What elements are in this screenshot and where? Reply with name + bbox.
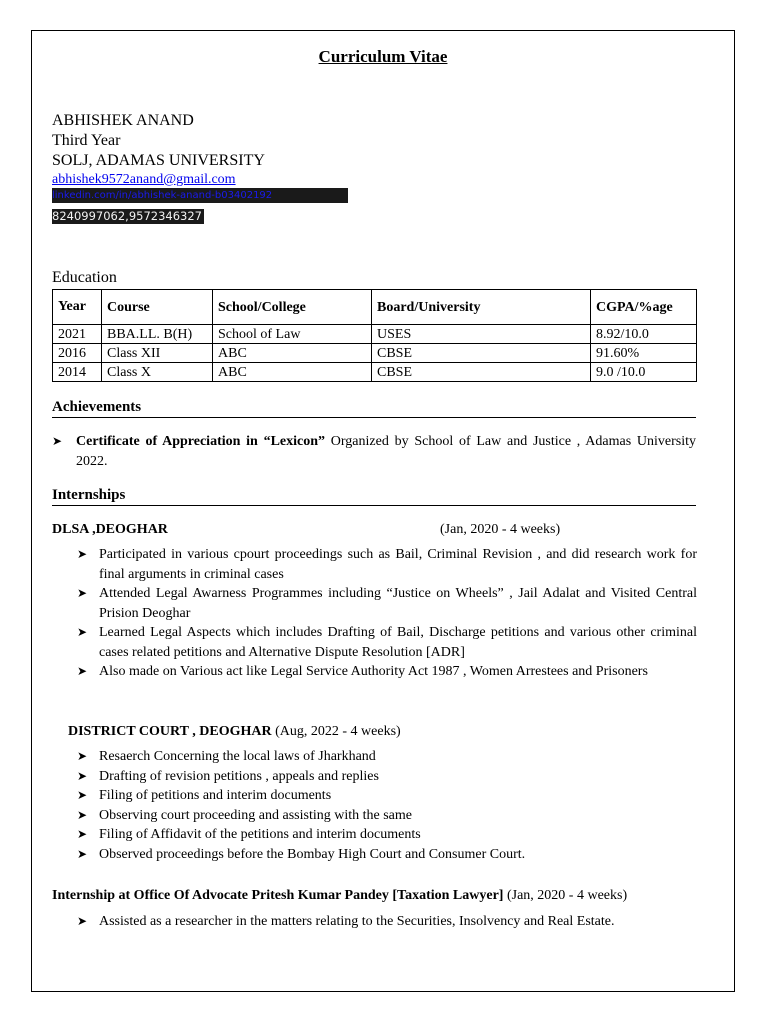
internship-header — [68, 724, 401, 740]
arrowhead-bullet-icon: ➤ — [77, 586, 88, 600]
candidate-name: ABHISHEK ANAND — [52, 112, 194, 129]
table-cell: 2014 — [53, 363, 102, 382]
internship-org: DISTRICT COURT , DEOGHAR — [68, 724, 272, 739]
arrowhead-bullet-icon: ➤ — [77, 625, 88, 639]
list-item: ➤ Learned Legal Aspects which includes Drafting of Bail, Discharge petitions and various other criminal cases related petitions and Alternative Dispute Resolution [ADR] — [77, 625, 697, 660]
table-cell: ABC — [213, 344, 372, 363]
list-item: ➤ Observing court proceeding and assisting with the same — [77, 806, 697, 826]
list-item: ➤ Attended Legal Awarness Programmes including “Justice on Wheels” , Jail Adalat and Visited Central Prision Deoghar — [77, 586, 697, 621]
table-cell: CBSE — [372, 344, 591, 363]
internship-header — [52, 888, 627, 904]
court-list — [77, 747, 697, 864]
section-divider — [52, 417, 696, 418]
dlsa-list — [77, 545, 697, 682]
arrowhead-bullet-icon: ➤ — [77, 846, 88, 861]
list-item: ➤ Participated in various cpourt proceedings such as Bail, Criminal Revision , and did research work for final arguments in criminal cases — [77, 547, 697, 582]
internship-period: (Jan, 2020 - 4 weeks) — [503, 888, 628, 903]
arrowhead-bullet-icon: ➤ — [77, 547, 88, 561]
column-header: CGPA/%age — [591, 290, 697, 325]
internship-org: DLSA ,DEOGHAR — [52, 522, 168, 537]
table-cell: USES — [372, 325, 591, 344]
linkedin-link[interactable]: linkedin.com/in/abhishek-anand-b03402192 — [52, 188, 348, 203]
list-item: ➤ Observed proceedings before the Bombay High Court and Consumer Court. — [77, 845, 697, 865]
column-header: Course — [102, 290, 213, 325]
internships-heading: Internships — [52, 487, 126, 503]
list-item: ➤ Resaerch Concerning the local laws of Jharkhand — [77, 747, 697, 767]
table-row — [53, 363, 697, 382]
list-item — [52, 432, 696, 471]
internship-period: (Jan, 2020 - 4 weeks) — [440, 522, 561, 537]
table-row — [53, 344, 697, 363]
list-item: ➤ Filing of Affidavit of the petitions and interim documents — [77, 825, 697, 845]
education-heading: Education — [52, 269, 117, 286]
list-item: ➤ Filing of petitions and interim documents — [77, 786, 697, 806]
candidate-year: Third Year — [52, 132, 121, 149]
table-cell: BBA.LL. B(H) — [102, 325, 213, 344]
column-header: School/College — [213, 290, 372, 325]
candidate-institution: SOLJ, ADAMAS UNIVERSITY — [52, 152, 265, 169]
cv-page — [31, 30, 735, 992]
table-row — [53, 325, 697, 344]
advocate-list — [77, 912, 697, 932]
arrowhead-bullet-icon: ➤ — [77, 768, 88, 783]
table-cell: 2016 — [53, 344, 102, 363]
table-cell: 9.0 /10.0 — [591, 363, 697, 382]
document-title: Curriculum Vitae — [318, 47, 448, 66]
table-cell: Class XII — [102, 344, 213, 363]
arrowhead-bullet-icon: ➤ — [77, 749, 88, 763]
table-cell: CBSE — [372, 363, 591, 382]
arrowhead-bullet-icon: ➤ — [77, 914, 88, 928]
list-item: ➤ Drafting of revision petitions , appeals and replies — [77, 767, 697, 787]
table-cell: 2021 — [53, 325, 102, 344]
column-header: Year — [53, 290, 102, 325]
table-cell: 91.60% — [591, 344, 697, 363]
list-item: ➤ Assisted as a researcher in the matters relating to the Securities, Insolvency and Real Estate. — [77, 912, 697, 932]
phone-numbers: 8240997062,9572346327 — [52, 209, 202, 223]
arrowhead-bullet-icon: ➤ — [77, 664, 88, 678]
education-header-row — [53, 290, 697, 325]
achievements-heading: Achievements — [52, 399, 142, 415]
arrowhead-bullet-icon: ➤ — [52, 434, 63, 448]
column-header: Board/University — [372, 290, 591, 325]
table-cell: ABC — [213, 363, 372, 382]
table-cell: 8.92/10.0 — [591, 325, 697, 344]
contact-block — [52, 111, 348, 224]
education-table — [52, 289, 697, 382]
list-item: ➤ Also made on Various act like Legal Service Authority Act 1987 , Women Arrestees and Prisoners — [77, 662, 697, 682]
achievement-title: Certificate of Appreciation in “Lexicon” — [76, 434, 326, 449]
table-cell: School of Law — [213, 325, 372, 344]
email-link[interactable]: abhishek9572anand@gmail.com — [52, 172, 236, 187]
section-divider — [52, 505, 696, 506]
internship-period: (Aug, 2022 - 4 weeks) — [271, 724, 401, 739]
arrowhead-bullet-icon: ➤ — [77, 827, 88, 841]
achievement-detail: Organized by School of Law and Justice , Adamas University 2022. — [76, 434, 696, 469]
arrowhead-bullet-icon: ➤ — [77, 807, 88, 822]
internship-org: Internship at Office Of Advocate Pritesh Kumar Pandey [Taxation Lawyer] — [52, 888, 504, 903]
arrowhead-bullet-icon: ➤ — [77, 788, 88, 802]
table-cell: Class X — [102, 363, 213, 382]
